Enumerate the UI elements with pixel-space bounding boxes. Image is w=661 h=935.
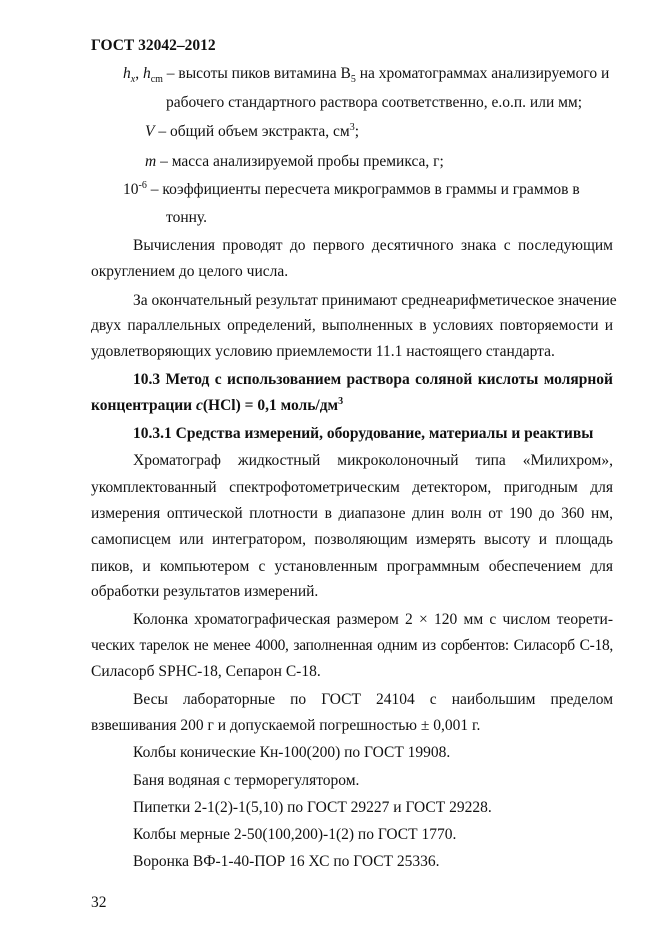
equipment-item: Пипетки 2-1(2)-1(5,10) по ГОСТ 29227 и ГОСТ 29228. bbox=[133, 799, 492, 816]
paragraph-line: Хроматограф жидкостный микроколоночный типа «Милихром», bbox=[133, 452, 613, 469]
paragraph-line: взвешивания 200 г и допускаемой погрешностью ± 0,001 г. bbox=[91, 717, 481, 734]
paragraph-line: измерения оптической плотности в диапазоне длин волн от 190 до 360 нм, bbox=[91, 505, 613, 522]
paragraph-line: обработки результатов измерений. bbox=[91, 583, 319, 600]
paragraph-line: пиков, и компьютером с установленным программным обеспечением для bbox=[91, 558, 613, 575]
paragraph-line: удовлетворяющих условию приемлемости 11.1 настоящего стандарта. bbox=[91, 343, 555, 360]
equipment-item: Баня водяная с терморегулятором. bbox=[133, 772, 360, 789]
paragraph-line: Весы лабораторные по ГОСТ 24104 с наибольшим пределом bbox=[133, 691, 613, 708]
paragraph-line: Силасорб SPHC-18, Сепарон С-18. bbox=[91, 663, 321, 680]
paragraph-line: округлением до целого числа. bbox=[91, 263, 289, 280]
paragraph-line: За окончательный результат принимают среднеарифметическое значение bbox=[133, 292, 617, 309]
legend-line-coefficients: $10^{-6}$ – коэффициенты пересчета микрограммов в граммы и граммов в bbox=[123, 179, 580, 198]
paragraph-line: самописцем или интегратором, позволяющим измерять высоту и площадь bbox=[91, 531, 613, 548]
equipment-item: Воронка ВФ-1-40-ПОР 16 ХС по ГОСТ 25336. bbox=[133, 853, 440, 870]
page-number: 32 bbox=[91, 894, 107, 911]
legend-line-mass: m – масса анализируемой пробы премикса, г; bbox=[145, 153, 444, 170]
section-heading-cont: концентрации c(HCl) = 0,1 моль/$дм^3$ bbox=[91, 395, 344, 414]
paragraph-line: двух параллельных определений, выполненных в условиях повторяемости и bbox=[91, 317, 613, 334]
legend-line-heights-cont: рабочего стандартного раствора соответственно, е.о.п. или мм; bbox=[166, 94, 583, 111]
subsection-heading: 10.3.1 Средства измерений, оборудование, материалы и реактивы bbox=[133, 425, 594, 442]
legend-line-heights: $h_x$, $h_{cm}$ – высоты пиков витамина $B_5$ на хроматограммах анализируемого и bbox=[123, 65, 610, 86]
paragraph-line: Вычисления проводят до первого десятичного знака с последующим bbox=[133, 237, 613, 254]
paragraph-line: ческих тарелок не менее 4000, заполненная одним из сорбентов: Силасорб С-18, bbox=[91, 637, 613, 654]
equipment-item: Колбы мерные 2-50(100,200)-1(2) по ГОСТ 1770. bbox=[133, 826, 457, 843]
section-heading: 10.3 Метод с использованием раствора соляной кислоты молярной bbox=[133, 371, 613, 388]
paragraph-line: укомплектованный спектрофотометрическим детектором, пригодным для bbox=[91, 479, 613, 496]
paragraph-line: Колонка хроматографическая размером 2 × 120 мм с числом теорети- bbox=[133, 611, 613, 628]
legend-line-coefficients-cont: тонну. bbox=[166, 209, 207, 226]
legend-line-volume: V – общий объем экстракта, $см^3$; bbox=[145, 121, 360, 140]
equipment-item: Колбы конические Кн-100(200) по ГОСТ 19908. bbox=[133, 744, 451, 761]
document-header: ГОСТ 32042–2012 bbox=[91, 37, 216, 54]
